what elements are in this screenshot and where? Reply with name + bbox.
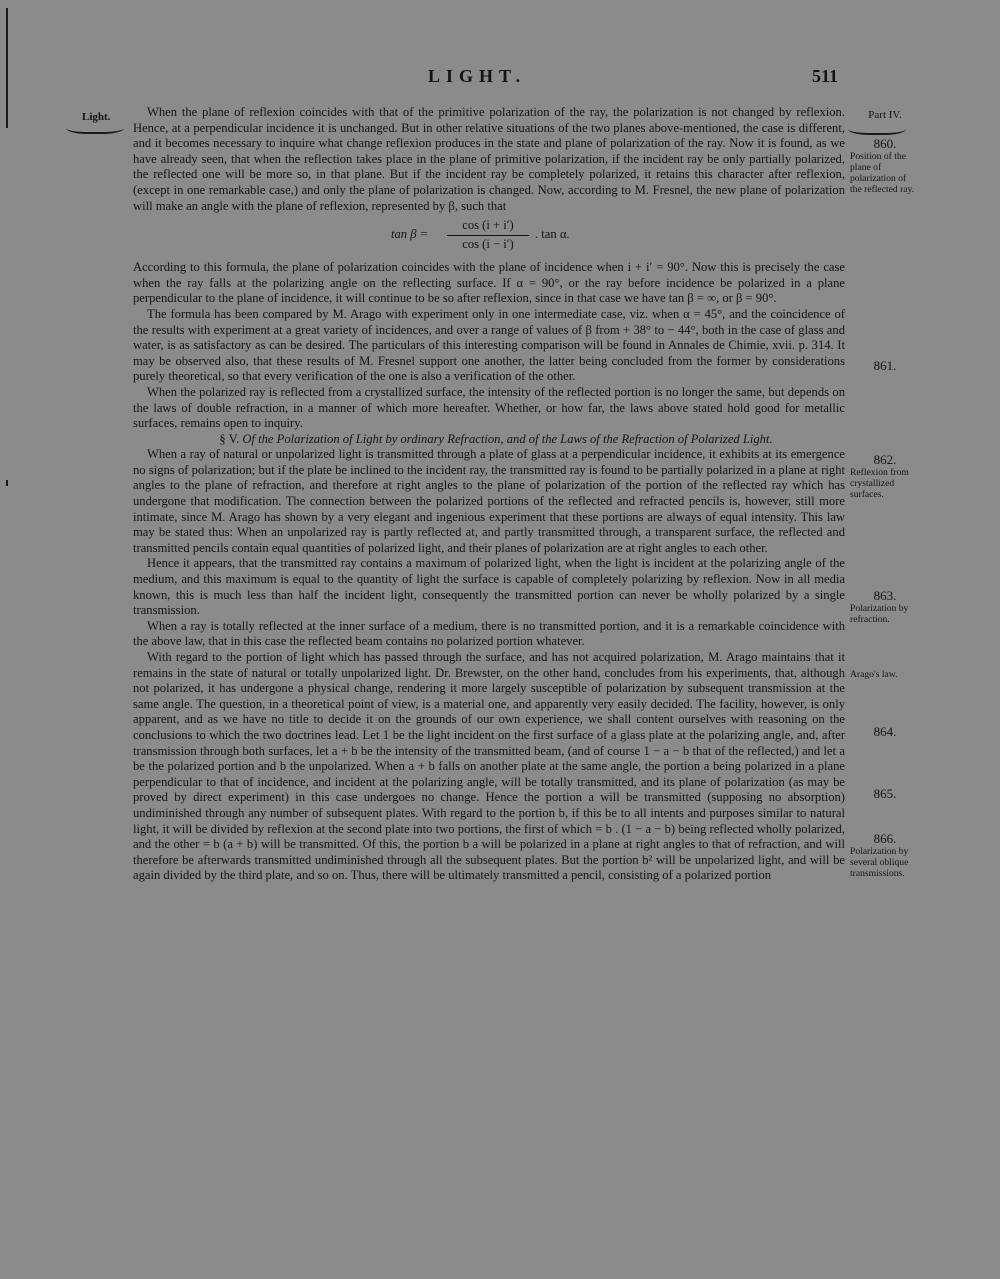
running-title: LIGHT. — [428, 66, 527, 86]
side-note — [850, 360, 920, 373]
side-note-number: 866. — [873, 831, 897, 846]
main-text-column — [133, 105, 845, 884]
section-title: Of the Polarization of Light by ordinary Refraction, and of the Laws of the Refraction of Polarized Light. — [242, 431, 773, 446]
section-heading — [133, 432, 845, 448]
formula-rhs: . tan α. — [535, 227, 570, 242]
side-note-text: Polarization by refraction. — [850, 603, 909, 625]
side-note-text: Reflexion from crystallized surfaces. — [850, 467, 909, 500]
side-note — [850, 833, 920, 879]
side-note-number: 865. — [873, 786, 897, 801]
side-note-text: Position of the plane of polarization of the reflected ray. — [850, 151, 915, 195]
paragraph: When the polarized ray is reflected from a crystallized surface, the intensity of the reflected portion is no longer the same, but depends on the laws of double refraction, in a manner of which more hereafter. Whether, or how far, the laws above stated hold good for metallic surfaces, remains open to inquiry. — [133, 384, 845, 431]
section-number: § V. — [219, 431, 240, 446]
side-note-text: Polarization by several oblique transmissions. — [850, 846, 909, 879]
paragraph: When a ray is totally reflected at the inner surface of a medium, there is no transmitted portion, and it is a remarkable coincidence with the above law, that in this case the reflected beam contains no polarized portion whatever. — [133, 618, 845, 649]
left-brace-ornament — [66, 120, 124, 134]
side-note — [850, 590, 920, 625]
side-note-text: Arago's law. — [850, 669, 898, 680]
side-note — [850, 669, 920, 680]
paragraph: When a ray of natural or unpolarized light is transmitted through a plate of glass at a perpendicular incidence, it exhibits at its emergence no signs of polarization; but if the plate be inclined to the incident ray, the transmitted ray is found to be partially polarized in a plane at right angles to the plane of refraction, and therefore at right angles to the plane of polarization of the portion of the reflected ray which has undergone that modification. The connection between the polarized portions of the reflected and refracted pencils is, however, still more intimate, since M. Arago has shown by a very elegant and ingenious experiment that these portions are always of equal intensity. This law may be stated thus: When an unpolarized ray is partly reflected at, and partly transmitted through, a transparent surface, the reflected and transmitted pencils contain equal quantities of polarized light, and their planes of polarization are at right angles to each other. — [133, 447, 845, 555]
right-brace-ornament — [848, 121, 906, 135]
formula-numerator: cos (i + i′) — [447, 218, 529, 236]
side-note — [850, 788, 920, 801]
side-note-number: 860. — [873, 136, 897, 151]
running-head — [0, 66, 1000, 90]
side-note — [850, 726, 920, 739]
formula-denominator: cos (i − i′) — [462, 236, 514, 251]
side-note-number: 863. — [873, 588, 897, 603]
paragraph: The formula has been compared by M. Arago with experiment only in one intermediate case, viz. when α = 45°, and the coincidence of the results with experiment at a great variety of incidences, and over a range of values of β from + 38° to − 44°, both in the case of glass and water, is as satisfactory as can be desired. The particulars of this interesting comparison will be found in Annales de Chimie, xvii. p. 314. It may be observed also, that these results of M. Fresnel support one another, the latter being concluded from the former by considerations purely theoretical, so that every verification of the one is also a verification of the other. — [133, 306, 845, 384]
paragraph: Hence it appears, that the transmitted ray contains a maximum of polarized light, when the light is incident at the polarizing angle of the medium, and this maximum is equal to the quantity of light the surface is capable of completely polarizing by reflexion. Now in all media known, this is much less than half the incident light, consequently the transmitted portion can never be wholly polarized by a single transmission. — [133, 556, 845, 618]
page-edge-mark — [6, 480, 8, 486]
paragraph: With regard to the portion of light which has passed through the surface, and has not acquired polarization, M. Arago maintains that it remains in the state of natural or totally unpolarized light. Dr. Brewster, on the other hand, concludes from his experiments, that, although not polarized, it has undergone a physical change, rendering it more largely susceptible of polarization by subsequent transmission at the same angle. The question, in a theoretical point of view, is a material one, and apparently very easily decided. The facility, however, is only apparent, and as we have no title to decide it on the grounds of our own experience, we shall content ourselves with reasoning on the conclusions to which the two doctrines lead. Let 1 be the light incident on the first surface of a glass plate at the polarizing angle, and, after transmission through both surfaces, let a + b be the intensity of the transmitted beam, (and of course 1 − a − b that of the reflected,) and let a be the polarized portion and b the unpolarized. When a + b falls on another plate at the same angle, the portion a being polarized in a plane perpendicular to that of incidence, and incident at the polarizing angle, will be totally transmitted, and its plane of polarization (as may be proved by direct experiment) in this case undergoes no change. Hence the portion a will be transmitted (supposing no absorption) undiminished through any number of subsequent plates. With regard to the portion b, if this be to all intents and purposes similar to natural light, it will be divided by reflexion at the second plate into two portions, the first of which = b . (1 − a − b) being reflected wholly polarized, and the other = b (a + b) will be transmitted. Of this, the portion b a will be polarized in a plane at right angles to that of refraction, and will therefore be afterwards transmitted undiminished through all the subsequent plates. But the portion b² will be unpolarized light, and will be again divided by the third plate, and so on. Thus, there will be ultimately transmitted a pencil, consisting of a polarized portion — [133, 650, 845, 883]
paragraph: According to this formula, the plane of polarization coincides with the plane of incidence when i + i′ = 90°. Now this is precisely the case when the ray falls at the polarizing angle on the reflecting surface. If α = 90°, or the ray before incidence be polarized in a plane perpendicular to the plane of incidence, it will continue to be so after reflexion, since in that case we have tan β = ∞, or β = 90°. — [133, 260, 845, 306]
side-note-number: 862. — [873, 452, 897, 467]
formula-fraction — [447, 218, 529, 252]
paragraph: When the plane of reflexion coincides with that of the primitive polarization of the ray, the polarization is not changed by reflexion. Hence, at a perpendicular incidence it is unchanged. But in other relative situations of the two planes above-mentioned, the case is different, and it becomes necessary to inquire what change reflexion produces in the state and plane of polarization of the ray. Now it is found, as we have already seen, that when the reflection takes place in the plane of primitive polarization, if the incident ray be only partially polarized, the reflected one will be more so, in that plane. But if the incident ray be completely polarized, it retains this character after reflexion, (except in one remarkable case,) and only the plane of polarization is changed. Now, according to M. Fresnel, the new plane of polarization will make an angle with the plane of reflexion, represented by β, such that — [133, 105, 845, 213]
formula — [133, 218, 845, 254]
side-note — [850, 454, 920, 500]
formula-lhs: tan β = — [391, 227, 429, 242]
side-note-number: 861. — [873, 358, 897, 373]
side-note-number: 864. — [873, 724, 897, 739]
margin-right-heading: Part IV. — [868, 109, 902, 121]
side-note — [850, 138, 920, 195]
page-number: 511 — [812, 66, 839, 86]
margin-left-heading: Light. — [82, 111, 111, 123]
